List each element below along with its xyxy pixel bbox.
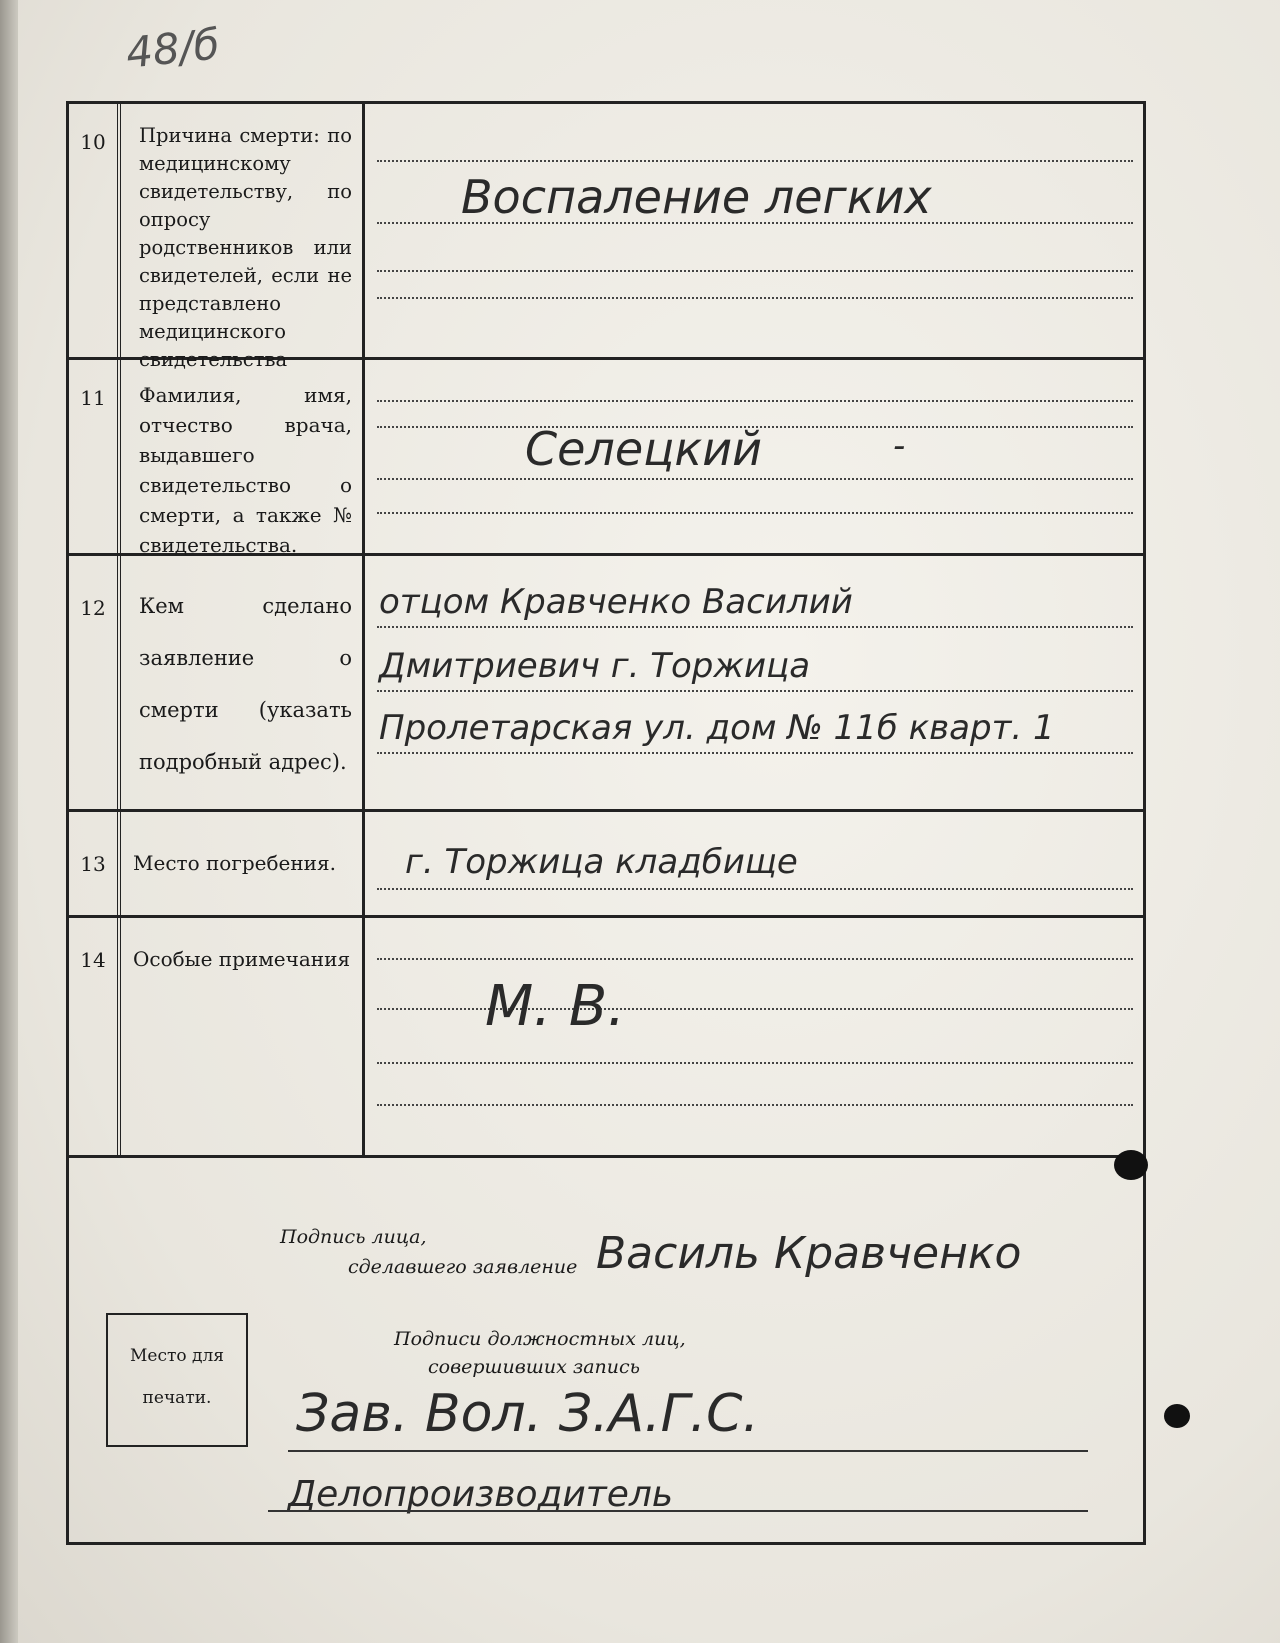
signature-line: [288, 1450, 1088, 1452]
row-label: Причина смерти: по медицинскому свидетельству, по опросу родственников или свидетелей, если не представлено медицинского свидетельства: [125, 104, 365, 357]
row-doctor-name: [69, 360, 1143, 556]
row-burial-place: [69, 812, 1143, 918]
handwritten-answer-line-3: Пролетарская ул. дом № 11б кварт. 1: [379, 708, 1055, 748]
dotted-line: [377, 270, 1133, 272]
row-special-notes: [69, 918, 1143, 1158]
row-label: Место погребения.: [125, 812, 365, 915]
dotted-line: [377, 888, 1133, 890]
official-signature-line-1: Зав. Вол. З.А.Г.С.: [296, 1384, 759, 1444]
row-answer-area: [365, 918, 1143, 1155]
handwritten-answer: М. В.: [485, 974, 626, 1039]
row-label: Кем сделано заявление о смерти (указать подробный адрес).: [125, 556, 365, 809]
dotted-line: [377, 958, 1133, 960]
officials-label-1: Подписи должностных лиц,: [394, 1328, 686, 1350]
dotted-line: [377, 160, 1133, 162]
row-answer-area: [365, 104, 1143, 357]
record-page: [18, 0, 1280, 1643]
dotted-line: [377, 478, 1133, 480]
row-cause-of-death: [69, 104, 1143, 371]
row-label: Фамилия, имя, отчество врача, выдавшего свидетельство о смерти, а также № свидетельства.: [125, 360, 365, 553]
row-applicant: [69, 556, 1143, 812]
dotted-line: [377, 690, 1133, 692]
handwritten-dash: -: [893, 426, 906, 466]
applicant-signature: Василь Кравченко: [596, 1228, 1022, 1279]
handwritten-answer: Селецкий: [525, 422, 763, 476]
seal-label-line-2: печати.: [142, 1388, 212, 1408]
dotted-line: [377, 512, 1133, 514]
signature-line: [268, 1510, 1088, 1512]
handwritten-answer-line-1: отцом Кравченко Василий: [379, 582, 853, 622]
dotted-line: [377, 752, 1133, 754]
handwritten-answer: г. Торжица кладбище: [405, 842, 798, 882]
page-number-note: 48/б: [123, 19, 222, 78]
row-label: Особые примечания: [125, 918, 365, 1155]
row-answer-area: [365, 360, 1143, 553]
dotted-line: [377, 1104, 1133, 1106]
row-answer-area: [365, 556, 1143, 809]
row-answer-area: [365, 812, 1143, 915]
handwritten-answer: Воспаление легких: [461, 170, 932, 224]
row-number: 14: [69, 918, 121, 1155]
official-signature-line-2: Делопроизводитель: [288, 1474, 674, 1515]
officials-label-2: совершивших запись: [428, 1356, 640, 1378]
seal-label-line-1: Место для: [129, 1346, 225, 1366]
row-number: 12: [69, 556, 121, 809]
row-number: 11: [69, 360, 121, 553]
dotted-line: [377, 400, 1133, 402]
row-number: 10: [69, 104, 121, 357]
applicant-signature-label-2: сделавшего заявление: [348, 1256, 578, 1278]
dotted-line: [377, 297, 1133, 299]
seal-placeholder-box: [106, 1313, 248, 1447]
applicant-signature-label-1: Подпись лица,: [280, 1226, 427, 1248]
dotted-line: [377, 626, 1133, 628]
handwritten-answer-line-2: Дмитриевич г. Торжица: [379, 646, 811, 686]
punched-hole: [1164, 1404, 1190, 1428]
row-number: 13: [69, 812, 121, 915]
dotted-line: [377, 1062, 1133, 1064]
punched-hole: [1114, 1150, 1148, 1180]
